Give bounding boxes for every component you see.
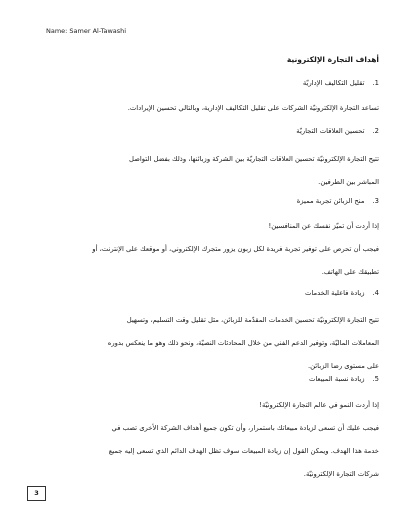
section-heading-text: زيادة فاعلية الخدمات bbox=[305, 289, 365, 297]
body-line: خدمة هذا الهدف. ويمكن القول إن زيادة المبيعات سوف تظل الهدف الدائم الذي تسعى إليه جميع bbox=[108, 447, 379, 455]
section-number: 4. bbox=[372, 289, 379, 297]
body-line: تساعد التجارة الإلكترونيّة الشركات على تقليل التكاليف الإدارية، وبالتالي تحسين الإيرادات. bbox=[127, 104, 379, 112]
body-line: تطبيقك على الهاتف. bbox=[321, 268, 379, 276]
section-heading-text: زيادة نسبة المبيعات bbox=[308, 375, 365, 383]
section-number: 5. bbox=[372, 375, 379, 383]
section-body-4 bbox=[40, 309, 379, 378]
body-line: تتيح التجارة الإلكترونيّة تحسين الخدمات المقدّمة للزبائن، مثل تقليل وقت التسليم، وتسهيل bbox=[126, 316, 379, 324]
body-line: على مستوى رضا الزبائن. bbox=[307, 362, 379, 370]
section-number: 1. bbox=[372, 79, 379, 87]
section-heading-3 bbox=[40, 198, 379, 205]
body-line: تتيح التجارة الإلكترونيّة تحسين العلاقات التجاريّة بين الشركة وزبائنها، وذلك بفضل التواصل bbox=[128, 155, 379, 163]
body-line: إذا أردت النمو في عالم التجارة الإلكترونيّة! bbox=[259, 401, 379, 409]
section-heading-4 bbox=[40, 290, 379, 297]
author-name: Name: Samer Al-Tawashi bbox=[46, 27, 127, 35]
section-heading-text: منح الزبائن تجربة مميزة bbox=[296, 197, 365, 205]
section-body-3 bbox=[40, 215, 379, 284]
body-line: شركات التجارة الإلكترونيّة. bbox=[303, 470, 379, 478]
body-line: إذا أردت أن تميّز نفسك عن المنافسين! bbox=[268, 222, 379, 230]
section-heading-2 bbox=[40, 128, 379, 135]
section-heading-1 bbox=[40, 80, 379, 87]
section-body-2 bbox=[40, 148, 379, 194]
section-heading-5 bbox=[40, 376, 379, 383]
body-line: فيجب أن تحرص على توفير تجربة فريدة لكل زبون يزور متجرك الإلكتروني، أو موقعك على الإنترنت، أو bbox=[92, 245, 379, 253]
section-number: 2. bbox=[372, 127, 379, 135]
section-body-1 bbox=[40, 97, 379, 120]
section-body-5 bbox=[40, 394, 379, 486]
section-number: 3. bbox=[372, 197, 379, 205]
page-number: 3 bbox=[27, 486, 46, 501]
document-title: أهداف التجارة الإلكترونية bbox=[286, 55, 379, 64]
section-heading-text: تقليل التكاليف الإداريّة bbox=[302, 79, 365, 87]
body-line: فيجب عليك أن تسعى لزيادة مبيعاتك باستمرار، وأن تكون جميع أهداف الشركة الأخرى تصب في bbox=[111, 424, 379, 432]
body-line: المباشر بين الطرفين. bbox=[318, 178, 379, 186]
body-line: المعاملات الماليّة، وتوفير الدعم الفني من خلال المحادثات النصيّة، ونحو ذلك وهو ما ينعكس بدوره bbox=[107, 339, 379, 347]
section-heading-text: تحسين العلاقات التجاريّة bbox=[296, 127, 365, 135]
